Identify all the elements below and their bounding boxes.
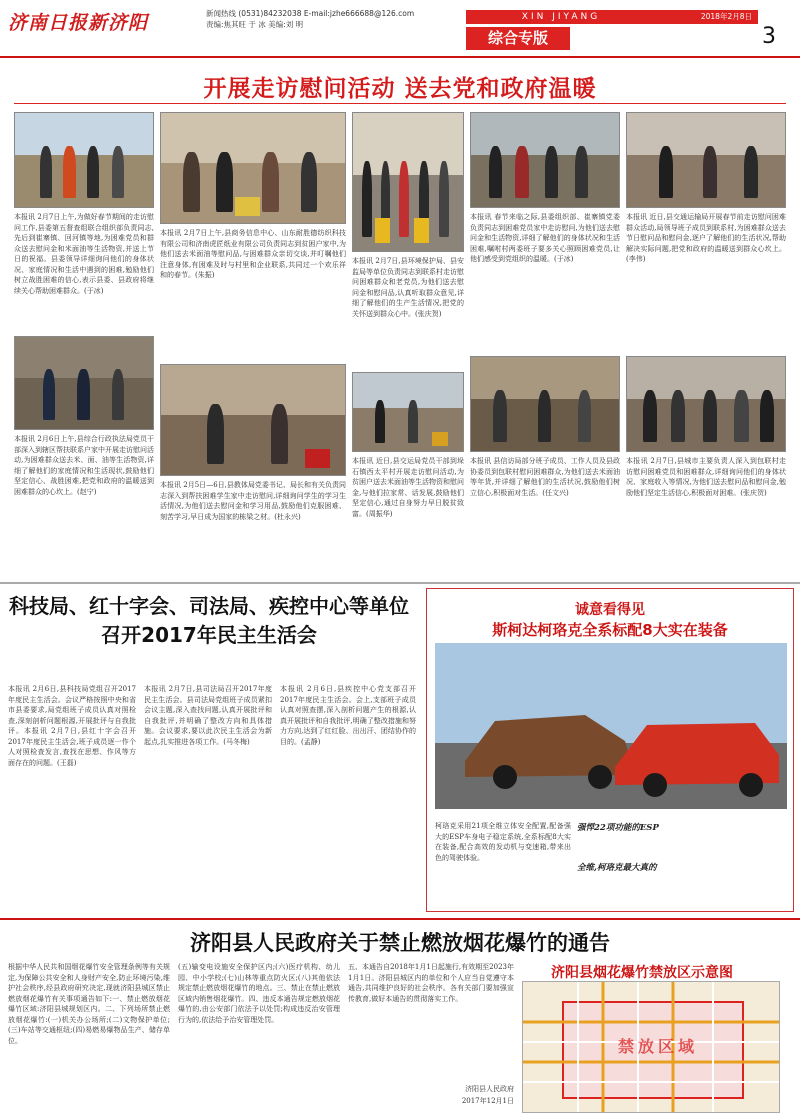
photo-student-visit: [160, 364, 346, 476]
photo-elderly-visit: [626, 112, 786, 208]
issue-date-signoff: 2017年12月1日: [461, 1097, 514, 1105]
ban-zone-map: [522, 981, 780, 1113]
photo-visit-household: [14, 336, 154, 430]
article1-col1-p2: 本报讯 2月6日上午,县综合行政执法局党员干部深入到辖区帮扶联系户家中开展走访慰问活动,为困难群众送去米、面、油等生活物资,详细了解他们的家庭情况和生活现状,鼓励他们坚定信心、战胜困难,把党和政府的温暖送到困难群众的心坎上。(赵宁): [14, 435, 154, 496]
map-zone-label: 禁放区域: [618, 1037, 699, 1056]
photo-village-visit-2: [352, 372, 464, 452]
article3-col3: 五、本通告自2018年1月1日起施行,有效期至2023年1月1日。济阳县城区内的单位和个人应当自觉遵守本通告,共同维护良好的社会秩序。各有关部门要加强宣传教育,做好本通告的贯彻落实工作。: [348, 963, 514, 1003]
article3-col1: 根据中华人民共和国烟花爆竹安全管理条例等有关规定,为保障公共安全和人身财产安全,防止环境污染,维护社会秩序,经县政府研究决定,现就济阳县城区禁止燃放烟花爆竹有关事项通告如下:一、禁止燃放烟花爆竹区域:济阳县城规划区内。二、下列场所禁止燃放烟花爆竹:(一)机关办公场所;(二)文物保护单位;(三)车站等交通枢纽;(四)易燃易爆物品生产、储存单位。: [8, 963, 170, 1045]
section3-divider: [0, 918, 800, 920]
page-number: 3: [762, 24, 776, 49]
section2-divider: [0, 582, 800, 584]
photo-officials-village: [14, 112, 154, 208]
top-divider: [0, 56, 800, 58]
article1-col3-p1: 本报讯 2月7日,县环境保护局、县安监局等单位负责同志到联系村走访慰问困难群众和老党员,为他们送去慰问金和慰问品,认真听取群众意见,详细了解他们的生产生活情况,把党的关怀送到群众心中。(张庆贺): [352, 257, 464, 318]
photo-group-supplies: [352, 112, 464, 252]
article1-col5-p2: 本报讯 2月7日,县城市主要负责人深入到包联村走访慰问困难党员和困难群众,详细询问他们的身体状况、家庭收入等情况,为他们送去慰问品和慰问金,勉励他们坚定生活信心,积极面对困难。(张庆贺): [626, 457, 786, 497]
car-ad-image: [435, 643, 787, 809]
car-advertisement: [426, 588, 794, 912]
issuer: 济阳县人民政府: [465, 1085, 514, 1093]
article2-col2: 本报讯 2月7日,县司法局召开2017年度民主生活会。县司法局党组班子成员紧扣会议主题,深入查找问题,认真开展批评和自我批评,并明确了整改方向和具体措施。会议要求,要以此次民主生活会为新起点,扎实推进各项工作。(马冬梅): [144, 685, 272, 746]
newspaper-brand: 济南日报新济阳: [8, 12, 149, 34]
masthead: [0, 0, 800, 58]
headline-divider: [14, 103, 786, 104]
masthead-meta: [206, 8, 414, 30]
section-title: 综合专版: [466, 27, 570, 50]
ad-slogan-1: 强悍22项功能的ESP: [577, 823, 659, 833]
article1-col5-p1: 本报讯 近日,县交通运输局开展春节前走访慰问困难群众活动,局领导班子成员到联系村,为困难群众送去节日慰问品和慰问金,逐户了解他们的生活状况,帮助解决实际问题,把党和政府的温暖送到群众心坎上。(李伟): [626, 213, 786, 263]
ad-slogan-2: 全维,柯珞克最大真的: [577, 863, 657, 873]
article2-col3: 本报讯 2月6日,县疾控中心党支部召开2017年度民主生活会。会上,支部班子成员认真对照查摆,深入剖析问题产生的根源,认真开展批评和自我批评,明确了整改措施和努力方向,达到了红红脸、出出汗、团结协作的目的。(孟静): [280, 685, 416, 746]
article1-col4-p1: 本报讯 春节来临之际,县委组织部、崔寨镇党委负责同志到困难党员家中走访慰问,为他们送去慰问金和生活物资,详细了解他们的身体状况和生活困难,嘱咐村两委班子要多关心照顾困难党员,让他们感受到党组织的温暖。(于冰): [470, 213, 620, 263]
ad-title-1: 诚意看得见: [575, 602, 645, 618]
article1-col2-p2: 本报讯 2月5日—6日,县教体局党委书记、局长和有关负责同志深入到帮扶困难学生家中走访慰问,详细询问学生的学习生活情况,为他们送去慰问金和学习用品,鼓励他们克服困难、刻苦学习,早日成为国家的栋梁之材。(杜永兴): [160, 481, 346, 521]
ad-title-2: 斯柯达柯珞克全系标配8大实在装备: [492, 621, 728, 639]
article1-col4-p2: 本报讯 县信访局部分班子成员、工作人员及县政协委员到包联村慰问困难群众,为他们送去米面油等年货,并详细了解他们的生活状况,鼓励他们树立信心,积极面对生活。(任文兴): [470, 457, 620, 497]
ad-body-left: 柯珞克采用21项全维立体安全配置,配备强大的ESP车身电子稳定系统,全系标配8大实在装备,配合高效的发动机与变速箱,带来出色的驾驶体验。: [435, 822, 571, 862]
article1-col1-p1: 本报讯 2月7日上午,为做好春节期间的走访慰问工作,县委第五督查组联合组织部负责同志,先后到崔寨镇、回河镇等地,为困难党员和群众送去慰问金和米面油等生活物资,并送上节日的祝福。县委领导详细询问他们的身体状况、家庭情况和生活中遇到的困难,勉励他们树立战胜困难的信心,表示县委、县政府将继续关心帮助困难群众。(于冰): [14, 213, 154, 295]
pinyin-label: XIN JIYANG: [521, 12, 601, 22]
article2-col1: 本报讯 2月6日,县科技局党组召开2017年度民主生活会。会议严格按照中央和省市县委要求,局党组班子成员认真对照检查,深刻剖析问题根源,开展批评与自我批评。本报讯 2月7日,县红十字会召开2017年度民主生活会,班子成员逐一作个人对照检查发言,查找在思想、作风等方面存在的问题。(王磊): [8, 685, 136, 767]
photo-leaders-visit: [626, 356, 786, 452]
article3-col2: (五)输变电设施安全保护区内;(六)医疗机构、幼儿园、中小学校;(七)山林等重点防火区;(八)其他依法规定禁止燃放烟花爆竹的地点。三、禁止在禁止燃放区域内销售烟花爆竹。四、违反本通告规定燃放烟花爆竹的,由公安部门依法予以处罚;构成违反治安管理行为的,依法给予治安管理处罚。: [178, 963, 340, 1024]
hotline-text: 新闻热线 (0531)84232038 E-mail:jzhe666688@126.com: [206, 9, 415, 18]
photo-gifts-delivery: [160, 112, 346, 224]
article2-headline: 科技局、红十字会、司法局、疾控中心等单位召开2017年民主生活会: [9, 594, 409, 647]
issue-date: 2018年2月8日: [700, 12, 752, 21]
photo-courtyard-group: [470, 112, 620, 208]
article1-headline: 开展走访慰问活动 送去党和政府温暖: [203, 76, 597, 102]
photo-indoor-visit: [470, 356, 620, 452]
staff-text: 责编:焦其旺 于 冰 美编:刘 明: [206, 20, 304, 29]
article3-headline: 济阳县人民政府关于禁止燃放烟花爆竹的通告: [190, 931, 610, 955]
article1-col2-p1: 本报讯 2月7日上午,县商务信息中心、山东耐胜德纺织科技有限公司和济南虎匠纸业有限公司负责同志到贫困户家中,为他们送去米面油等慰问品,与困难群众亲切交谈,并叮嘱他们注意身体,有困难及时与村里和企业联系,共同过一个欢乐祥和的春节。(朱振): [160, 229, 346, 279]
map-title: 济阳县烟花爆竹禁放区示意图: [551, 965, 733, 981]
article1-col3-p2: 本报讯 近日,县交运局党员干部到垛石镇西太平村开展走访慰问活动,为贫困户送去米面油等生活物资和慰问金,与他们拉家常、话发展,鼓励他们坚定信心,通过自身努力早日脱贫致富。(周振华): [352, 457, 464, 518]
